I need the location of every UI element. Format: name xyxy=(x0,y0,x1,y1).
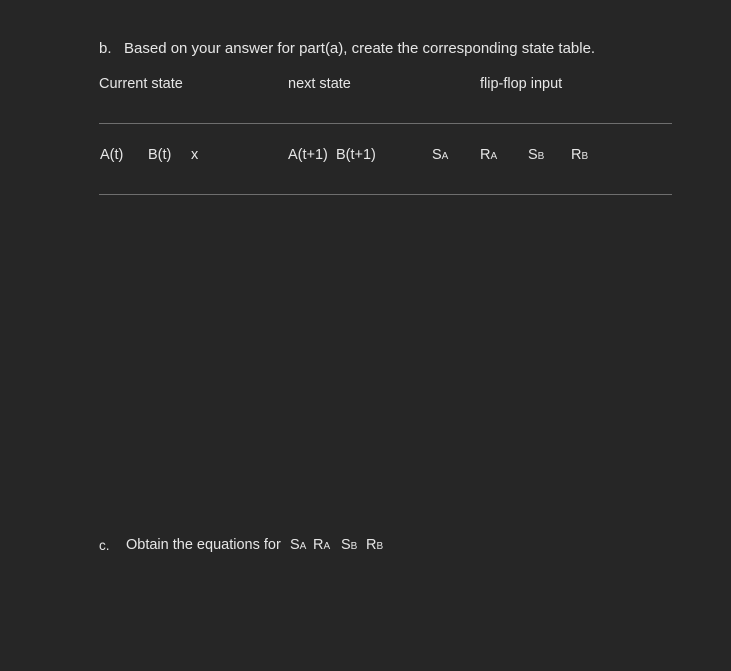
part-c-question: Obtain the equations for xyxy=(126,537,281,553)
header-next-state: next state xyxy=(288,76,351,92)
part-c-ra: RA xyxy=(313,537,331,553)
column-ra: RA xyxy=(480,147,498,163)
column-rb: RB xyxy=(571,147,589,163)
column-sb: SB xyxy=(528,147,545,163)
part-c-sa: SA xyxy=(290,537,307,553)
header-flip-flop-input: flip-flop input xyxy=(480,76,563,92)
part-c-sb: SB xyxy=(341,537,358,553)
table-top-rule xyxy=(99,123,672,124)
header-current-state: Current state xyxy=(99,76,183,92)
part-c-rb: RB xyxy=(366,537,384,553)
column-a-next: A(t+1) xyxy=(288,147,328,163)
part-b-label: b. xyxy=(99,40,112,57)
column-x: x xyxy=(191,147,199,163)
part-c-label: c. xyxy=(99,538,110,553)
table-bottom-rule xyxy=(99,194,672,195)
column-b-t: B(t) xyxy=(148,147,172,163)
column-b-next: B(t+1) xyxy=(336,147,376,163)
column-a-t: A(t) xyxy=(100,147,124,163)
part-b-question: Based on your answer for part(a), create the corresponding state table. xyxy=(124,40,596,57)
column-sa: SA xyxy=(432,147,449,163)
